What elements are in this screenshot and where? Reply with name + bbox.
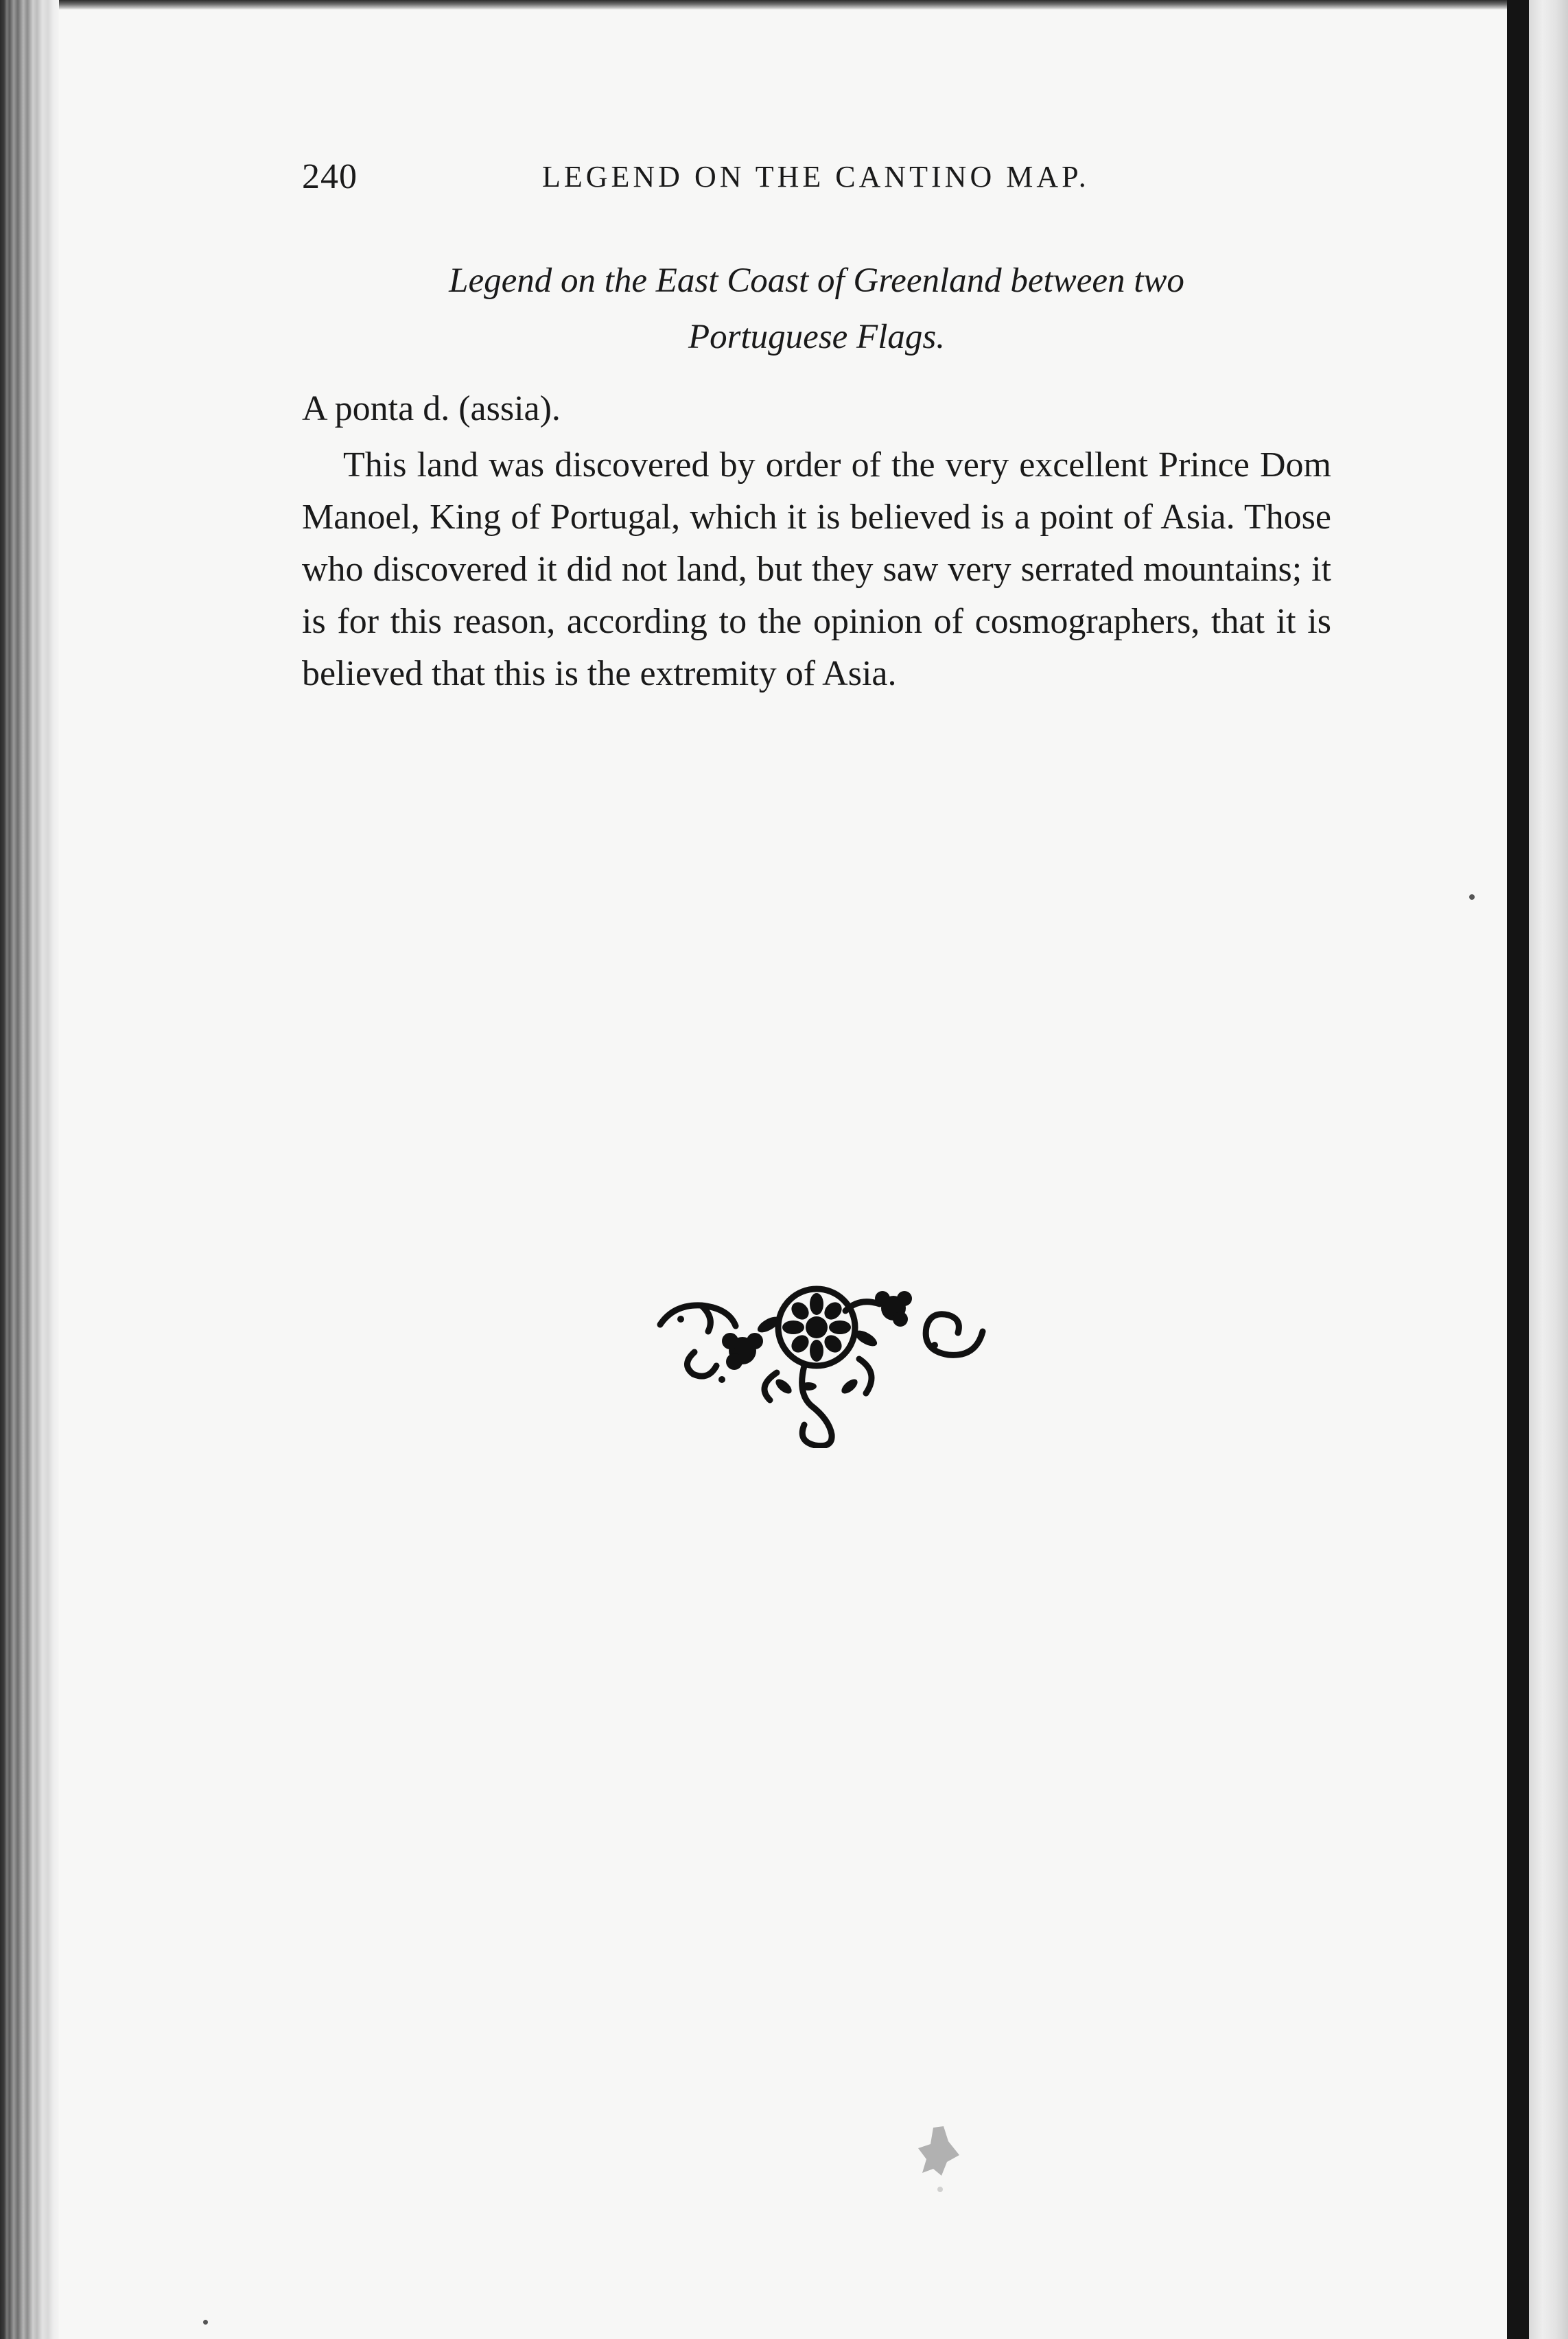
page-number: 240: [302, 157, 358, 196]
scan-speck: [203, 2320, 208, 2325]
scan-speck: [1469, 894, 1475, 900]
scan-right-edge: [1529, 0, 1568, 2339]
scan-top-edge: [0, 0, 1568, 10]
scan-left-edge: [0, 0, 59, 2339]
running-head: LEGEND ON THE CANTINO MAP.: [542, 160, 1090, 194]
section-heading: [302, 253, 1331, 365]
section-heading-line-2: Portuguese Flags.: [688, 318, 945, 356]
legend-heading: A ponta d. (assia).: [302, 389, 561, 428]
scan-right-binding: [1507, 0, 1529, 2339]
floral-ornament-icon: [653, 1283, 990, 1448]
section-heading-line-1: Legend on the East Coast of Greenland between two: [449, 261, 1184, 300]
legend-paragraph: This land was discovered by order of the very excellent Prince Dom Manoel, King of Portugal, which it is believed is a point of Asia. Those who discovered it did not land, but they saw very serrated mountains; it is for this reason, according to the opinion of cosmographers, that it is believed that this is the extremity of Asia.: [302, 445, 1331, 693]
faded-stamp-icon: [906, 2121, 968, 2203]
